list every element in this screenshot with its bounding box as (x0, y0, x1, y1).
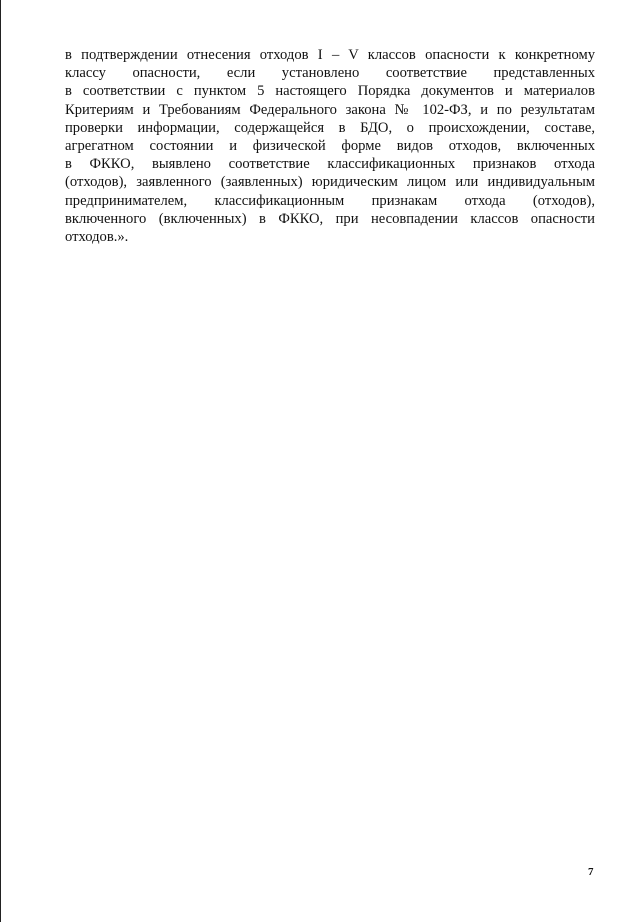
text-line: (отходов), заявленного (заявленных) юридическим лицом или индивидуальным (65, 174, 595, 191)
text-line: в подтверждении отнесения отходов I – V классов опасности к конкретному (65, 47, 595, 63)
text-line: в соответствии с пунктом 5 настоящего Порядка документов и материалов (65, 83, 595, 100)
text-line: проверки информации, содержащейся в БДО, о происхождении, составе, (65, 119, 595, 136)
text-line: в ФККО, выявлено соответствие классификационных признаков отхода (65, 156, 595, 173)
text-line: отходов.». (65, 229, 129, 246)
page-number: 7 (588, 866, 594, 878)
text-line: Критериям и Требованиям Федерального закона № 102-ФЗ, и по результатам (65, 101, 595, 118)
text-line: агрегатном состоянии и физической форме видов отходов, включенных (65, 138, 595, 155)
text-line: включенного (включенных) в ФККО, при несовпадении классов опасности (65, 210, 595, 227)
text-line: предпринимателем, классификационным признакам отхода (отходов), (65, 192, 595, 209)
text-line: классу опасности, если установлено соответствие представленных (65, 65, 595, 82)
body-paragraph (65, 46, 595, 246)
